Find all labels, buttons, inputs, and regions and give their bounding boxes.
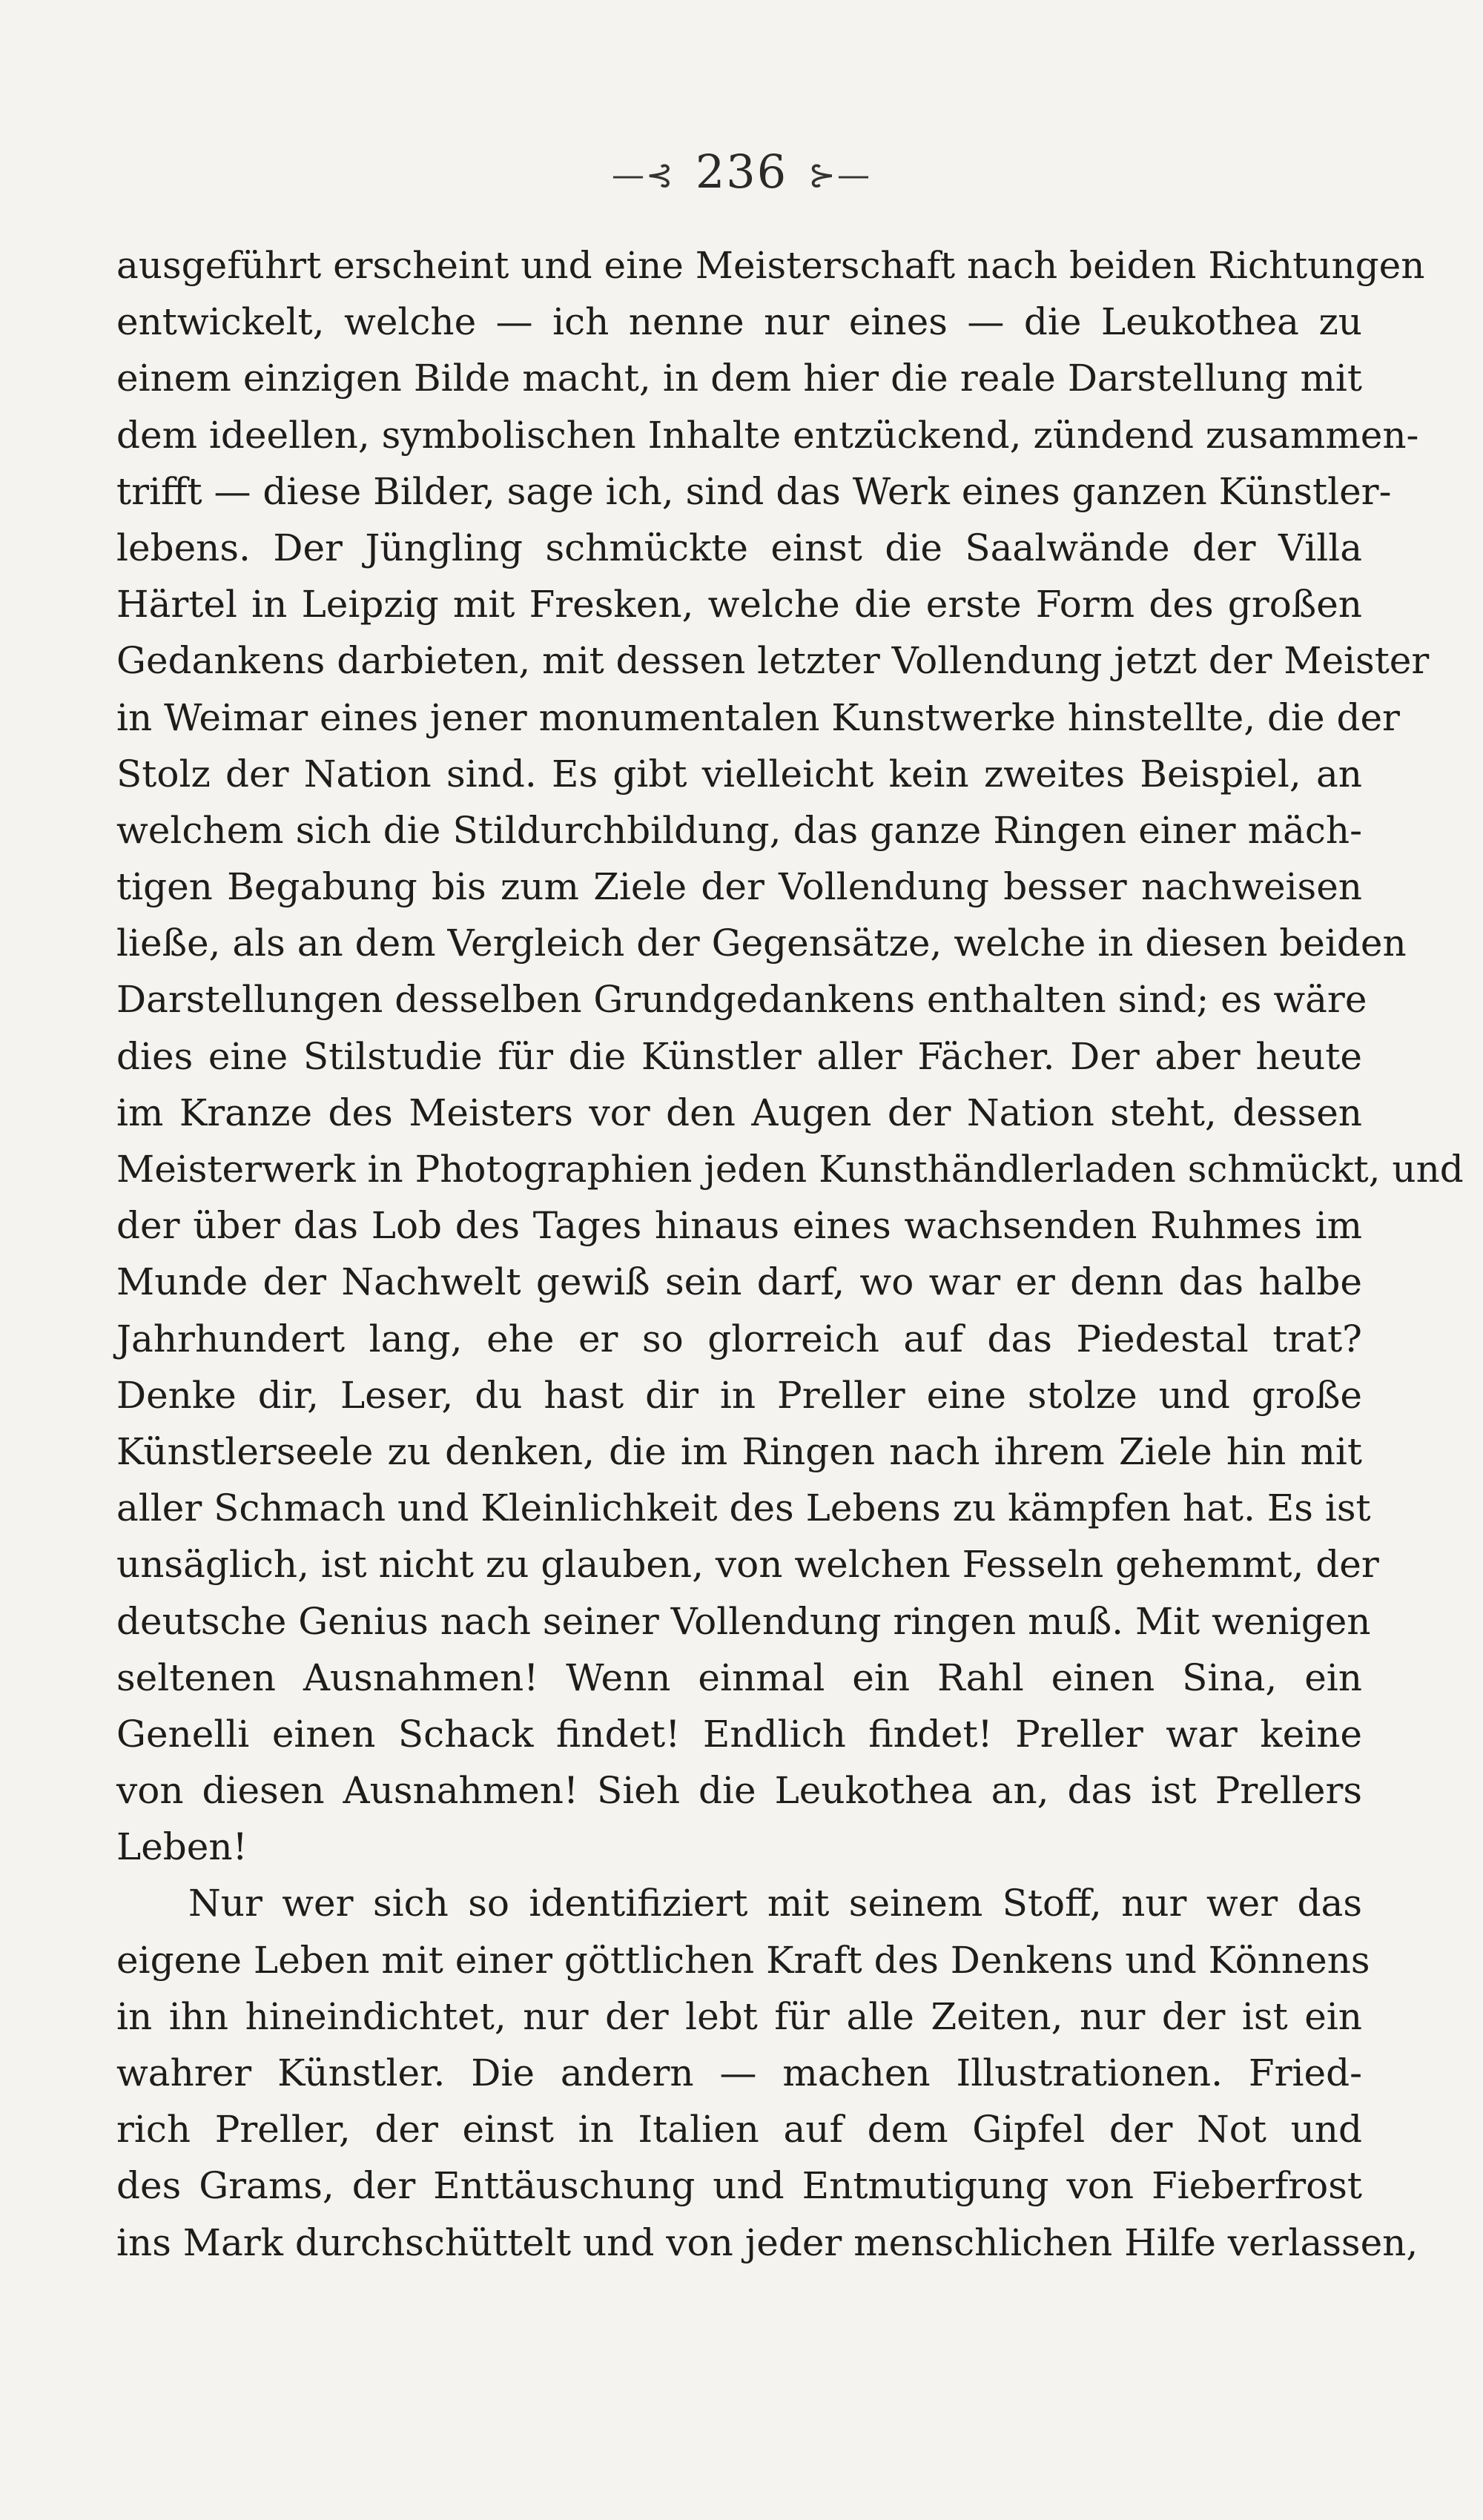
page-header	[0, 145, 1483, 199]
text-line: ausgeführt erscheint und eine Meisterschaft nach beiden Richtungen	[116, 244, 1425, 287]
text-line: im Kranze des Meisters vor den Augen der Nation steht, dessen	[116, 1091, 1362, 1134]
text-line: Nur wer sich so identifiziert mit seinem Stoff, nur wer das	[188, 1882, 1362, 1925]
text-line: deutsche Genius nach seiner Vollendung ringen muß. Mit wenigen	[116, 1599, 1371, 1643]
text-line: in Weimar eines jener monumentalen Kunstwerke hinstellte, die der	[116, 695, 1400, 739]
text-line: von diesen Ausnahmen! Sieh die Leukothea an, das ist Prellers	[116, 1769, 1362, 1813]
text-line: lebens. Der Jüngling schmückte einst die Saalwände der Villa	[116, 526, 1362, 569]
text-line: einem einzigen Bilde macht, in dem hier die reale Darstellung mit	[116, 357, 1362, 400]
text-line: Gedankens darbieten, mit dessen letzter Vollendung jetzt der Meister	[116, 639, 1430, 683]
text-line: Darstellungen desselben Grundgedankens enthalten sind; es wäre	[116, 978, 1367, 1022]
text-line: Künstlerseele zu denken, die im Ringen nach ihrem Ziele hin mit	[116, 1429, 1362, 1473]
text-line: der über das Lob des Tages hinaus eines wachsenden Ruhmes im	[116, 1204, 1362, 1248]
page-number: 236	[695, 145, 788, 199]
text-line: ließe, als an dem Vergleich der Gegensätze, welche in diesen beiden	[116, 922, 1407, 965]
text-line: Stolz der Nation sind. Es gibt vielleicht kein zweites Beispiel, an	[116, 752, 1362, 796]
text-line: entwickelt, welche — ich nenne nur eines — die Leukothea zu	[116, 300, 1362, 344]
text-line: seltenen Ausnahmen! Wenn einmal ein Rahl einen Sina, ein	[116, 1656, 1362, 1699]
text-line: des Grams, der Enttäuschung und Entmutigung von Fieberfrost	[116, 2164, 1362, 2208]
text-line: Genelli einen Schack findet! Endlich findet! Preller war keine	[116, 1712, 1362, 1756]
text-line: Jahrhundert lang, ehe er so glorreich auf das Piedestal trat?	[116, 1317, 1362, 1360]
text-line: Denke dir, Leser, du hast dir in Preller eine stolze und große	[116, 1373, 1362, 1417]
text-line: Meisterwerk in Photographien jeden Kunsthändlerladen schmückt, und	[116, 1148, 1464, 1191]
text-line: ins Mark durchschüttelt und von jeder menschlichen Hilfe verlassen,	[116, 2220, 1418, 2264]
text-line: welchem sich die Stildurchbildung, das ganze Ringen einer mäch-	[116, 808, 1362, 852]
body-text	[116, 237, 1464, 2271]
text-line: aller Schmach und Kleinlichkeit des Lebens zu kämpfen hat. Es ist	[116, 1486, 1371, 1530]
text-line: trifft — diese Bilder, sage ich, sind das Werk eines ganzen Künstler-	[116, 469, 1392, 513]
text-line: unsäglich, ist nicht zu glauben, von welchen Fesseln gehemmt, der	[116, 1543, 1379, 1587]
text-line: Munde der Nachwelt gewiß sein darf, wo war er denn das halbe	[116, 1260, 1362, 1304]
text-line: wahrer Künstler. Die andern — machen Illustrationen. Fried-	[116, 2051, 1362, 2094]
left-ornament: —⊰	[611, 156, 675, 195]
text-line: Leben!	[116, 1825, 248, 1869]
text-line: Härtel in Leipzig mit Fresken, welche die erste Form des großen	[116, 583, 1362, 626]
text-line: tigen Begabung bis zum Ziele der Vollendung besser nachweisen	[116, 865, 1362, 909]
text-line: eigene Leben mit einer göttlichen Kraft des Denkens und Könnens	[116, 1938, 1370, 1982]
text-line: rich Preller, der einst in Italien auf dem Gipfel der Not und	[116, 2108, 1362, 2152]
text-line: in ihn hineindichtet, nur der lebt für alle Zeiten, nur der ist ein	[116, 1994, 1362, 2038]
text-line: dies eine Stilstudie für die Künstler aller Fächer. Der aber heute	[116, 1034, 1362, 1078]
right-ornament: ⊱—	[808, 156, 872, 195]
text-line: dem ideellen, symbolischen Inhalte entzückend, zündend zusammen-	[116, 413, 1419, 457]
